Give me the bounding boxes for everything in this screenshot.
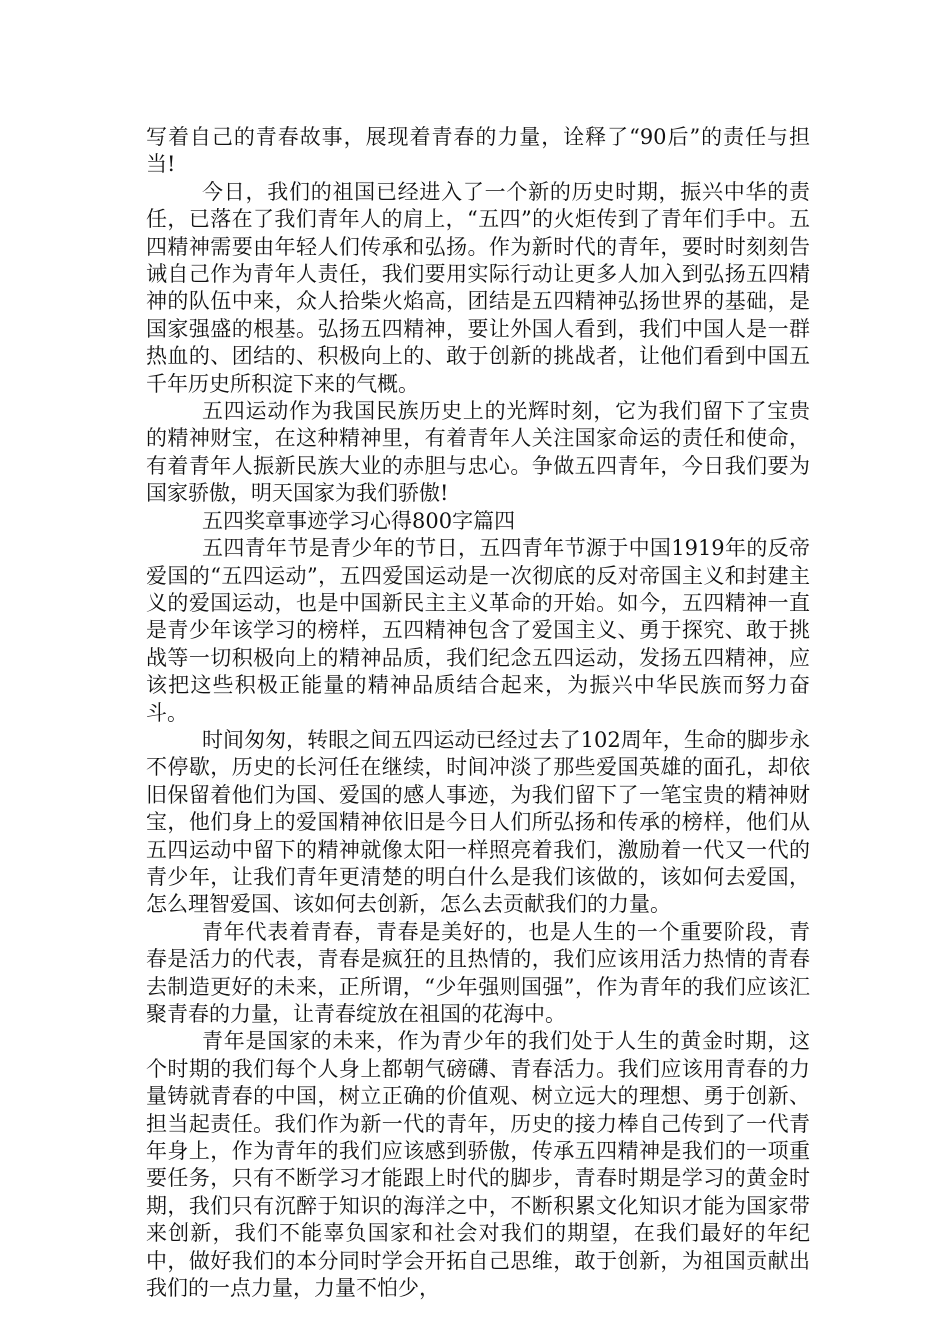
paragraph: 五四运动作为我国民族历史上的光辉时刻，它为我们留下了宝贵的精神财宝，在这种精神里，有着青年人关注国家命运的责任和使命，有着青年人振新民族大业的赤胆与忠心。争做五四青年，今日我们要为国家骄傲，明天国家为我们骄傲! [146,399,810,506]
document-body [146,124,810,1302]
paragraph: 青年代表着青春，青春是美好的，也是人生的一个重要阶段，青春是活力的代表，青春是疯狂的且热情的，我们应该用活力热情的青春去制造更好的未来，正所谓，“少年强则国强”，作为青年的我们应该汇聚青春的力量，让青春绽放在祖国的花海中。 [146,919,810,1026]
paragraph-continuation: 写着自己的青春故事，展现着青春的力量，诠释了“90后”的责任与担当! [146,125,810,177]
paragraph: 青年是国家的未来，作为青少年的我们处于人生的黄金时期，这个时期的我们每个人身上都朝气磅礴、青春活力。我们应该用青春的力量铸就青春的中国，树立正确的价值观、树立远大的理想、勇于创新、担当起责任。我们作为新一代的青年，历史的接力棒自己传到了一代青年身上，作为青年的我们应该感到骄傲，传承五四精神是我们的一项重要任务，只有不断学习才能跟上时代的脚步，青春时期是学习的黄金时期，我们只有沉醉于知识的海洋之中，不断积累文化知识才能为国家带来创新，我们不能辜负国家和社会对我们的期望，在我们最好的年纪中，做好我们的本分同时学会开拓自己思维，敢于创新，为祖国贡献出我们的一点力量，力量不怕少， [146,1029,810,1301]
paragraph: 时间匆匆，转眼之间五四运动已经过去了102周年，生命的脚步永不停歇，历史的长河任在继续，时间冲淡了那些爱国英雄的面孔，却依旧保留着他们为国、爱国的感人事迹，为我们留下了一笔宝贵的精神财宝，他们身上的爱国精神依旧是今日人们所弘扬和传承的榜样，他们从五四运动中留下的精神就像太阳一样照亮着我们，激励着一代又一代的青少年，让我们青年更清楚的明白什么是我们该做的，该如何去爱国，怎么理智爱国、该如何去创新，怎么去贡献我们的力量。 [146,727,810,917]
paragraph: 今日，我们的祖国已经进入了一个新的历史时期，振兴中华的责任，已落在了我们青年人的肩上，“五四”的火炬传到了青年们手中。五四精神需要由年轻人们传承和弘扬。作为新时代的青年，要时时刻刻告诫自己作为青年人责任，我们要用实际行动让更多人加入到弘扬五四精神的队伍中来，众人拾柴火焰高，团结是五四精神弘扬世界的基础，是国家强盛的根基。弘扬五四精神，要让外国人看到，我们中国人是一群热血的、团结的、积极向上的、敢于创新的挑战者，让他们看到中国五千年历史所积淀下来的气概。 [146,179,810,396]
section-heading: 五四奖章事迹学习心得800字篇四 [202,508,516,533]
paragraph: 五四青年节是青少年的节日，五四青年节源于中国1919年的反帝爱国的“五四运动”，五四爱国运动是一次彻底的反对帝国主义和封建主义的爱国运动，也是中国新民主主义革命的开始。如今，五四精神一直是青少年该学习的榜样，五四精神包含了爱国主义、勇于探究、敢于挑战等一切积极向上的精神品质，我们纪念五四运动，发扬五四精神，应该把这些积极正能量的精神品质结合起来，为振兴中华民族而努力奋斗。 [146,536,810,725]
